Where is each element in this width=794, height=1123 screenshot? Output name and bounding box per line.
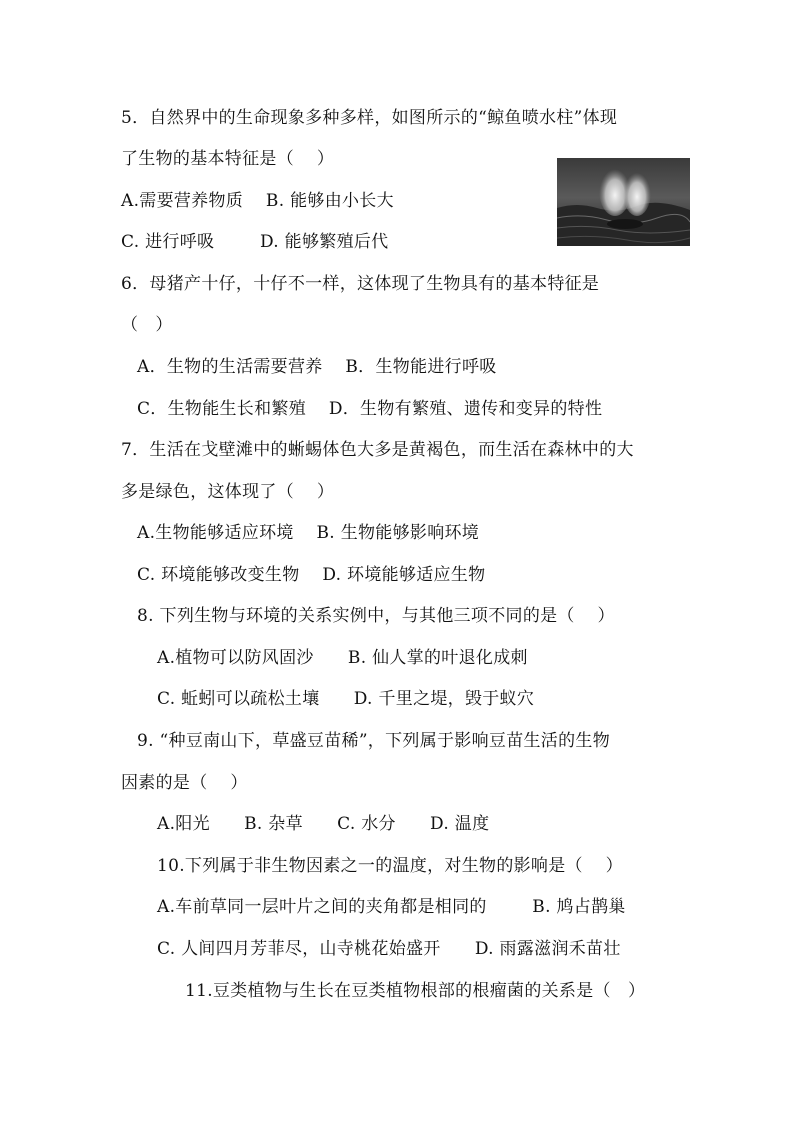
q10-options-row1: A.车前草同一层叶片之间的夹角都是相同的 B. 鸠占鹊巢	[157, 897, 626, 917]
q9-options-row1: A.阳光 B. 杂草 C. 水分 D. 温度	[157, 814, 490, 834]
q5-stem-line1: 5．自然界中的生命现象多种多样，如图所示的“鲸鱼喷水柱”体现	[121, 108, 618, 128]
q5-stem-line2: 了生物的基本特征是（ ）	[121, 149, 335, 169]
q6-stem-line2: （ ）	[121, 315, 173, 335]
q10-stem-line1: 10.下列属于非生物因素之一的温度，对生物的影响是（ ）	[157, 856, 623, 876]
q6-options-row2: C．生物能生长和繁殖 D．生物有繁殖、遗传和变异的特性	[137, 399, 603, 419]
q7-stem-line1: 7．生活在戈壁滩中的蜥蜴体色大多是黄褐色，而生活在森林中的大	[121, 440, 634, 460]
q8-options-row2: C. 蚯蚓可以疏松土壤 D. 千里之堤，毁于蚁穴	[157, 689, 535, 709]
q9-stem-line1: 9. “种豆南山下，草盛豆苗稀”，下列属于影响豆苗生活的生物	[137, 731, 611, 751]
q10-options-row2: C. 人间四月芳菲尽，山寺桃花始盛开 D. 雨露滋润禾苗壮	[157, 939, 621, 959]
whale-spouting-photo	[557, 158, 690, 246]
q6-stem-line1: 6．母猪产十仔，十仔不一样，这体现了生物具有的基本特征是	[121, 274, 600, 294]
q11-stem-line1: 11.豆类植物与生长在豆类植物根部的根瘤菌的关系是（ ）	[185, 981, 646, 1001]
q6-options-row1: A．生物的生活需要营养 B．生物能进行呼吸	[137, 357, 497, 377]
q5-options-row1: A.需要营养物质 B. 能够由小长大	[121, 191, 394, 211]
q7-options-row1: A.生物能够适应环境 B. 生物能够影响环境	[137, 523, 480, 543]
q5-options-row2: C. 进行呼吸 D. 能够繁殖后代	[121, 232, 389, 252]
q7-options-row2: C. 环境能够改变生物 D. 环境能够适应生物	[137, 565, 486, 585]
q8-options-row1: A.植物可以防风固沙 B. 仙人掌的叶退化成刺	[157, 648, 528, 668]
q9-stem-line2: 因素的是（ ）	[121, 773, 248, 793]
q8-stem-line1: 8. 下列生物与环境的关系实例中，与其他三项不同的是（ ）	[137, 606, 615, 626]
q7-stem-line2: 多是绿色，这体现了（ ）	[121, 482, 335, 502]
